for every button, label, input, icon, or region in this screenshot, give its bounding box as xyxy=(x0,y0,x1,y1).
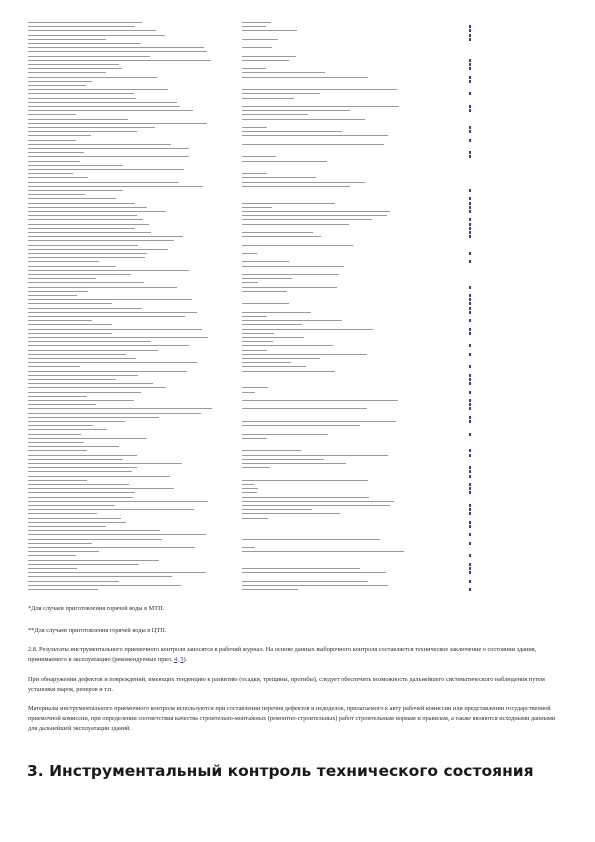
table-row xyxy=(28,152,468,153)
table-row xyxy=(28,366,468,367)
footnote-ctp: **Для случаев приготовления горячей воды в ЦТП. xyxy=(28,627,167,634)
table-row xyxy=(28,429,468,430)
table-row xyxy=(28,114,468,115)
table-row xyxy=(28,165,468,166)
table-row xyxy=(28,442,468,443)
table-row xyxy=(28,581,468,582)
table-row xyxy=(28,371,468,372)
table-row xyxy=(28,274,468,275)
table-row xyxy=(28,144,468,145)
paragraph-2-8-text: 2.8. Результаты инструментального приемочного контроля заносятся в рабочий журнал. На основе данных выборочного контроля составляется техническое заключение о состоянии здания, принимаемого в эксплуатацию (рекомендуемые прил. xyxy=(28,646,537,664)
table-row xyxy=(28,350,468,351)
table-row xyxy=(28,417,468,418)
table-row xyxy=(28,329,468,330)
table-row xyxy=(28,455,468,456)
table-row xyxy=(28,320,468,321)
table-row xyxy=(28,564,468,565)
table-row xyxy=(28,408,468,409)
table-row xyxy=(28,555,468,556)
table-row xyxy=(28,572,468,573)
table-row xyxy=(28,182,468,183)
table-row xyxy=(28,547,468,548)
table-row xyxy=(28,98,468,99)
table-row xyxy=(28,509,468,510)
table-row xyxy=(28,135,468,136)
table-row xyxy=(28,354,468,355)
table-row xyxy=(28,161,468,162)
table-row xyxy=(28,287,468,288)
table-row xyxy=(28,30,468,31)
table-row xyxy=(28,190,468,191)
table-row xyxy=(28,72,468,73)
table-row xyxy=(28,396,468,397)
table-row xyxy=(28,434,468,435)
paragraph-2-8 xyxy=(28,645,564,665)
table-row xyxy=(28,446,468,447)
table-row xyxy=(28,421,468,422)
table-row xyxy=(28,316,468,317)
table-row xyxy=(28,123,468,124)
table-row xyxy=(28,93,468,94)
table-row xyxy=(28,392,468,393)
table-row xyxy=(28,501,468,502)
table-row xyxy=(28,257,468,258)
table-row xyxy=(28,497,468,498)
table-row xyxy=(28,383,468,384)
table-row xyxy=(28,26,468,27)
section-heading: 3. Инструментальный контроль технического состояния xyxy=(27,762,534,780)
paragraph-defects: При обнаружении дефектов и повреждений, имеющих тенденцию к развитию (осадки, трещины, прогибы), следует обеспечить возможность дальнейшего систематического наблюдения путем установки марок, реперов и т.п. xyxy=(28,676,545,694)
table-row xyxy=(28,526,468,527)
table-row xyxy=(28,375,468,376)
table-row xyxy=(28,85,468,86)
table-row xyxy=(28,110,468,111)
table-row xyxy=(28,413,468,414)
table-row xyxy=(28,232,468,233)
table-row xyxy=(28,270,468,271)
table-row xyxy=(28,89,468,90)
table-row xyxy=(28,387,468,388)
table-row xyxy=(28,467,468,468)
table-row xyxy=(28,77,468,78)
table-row xyxy=(28,22,468,23)
table-row xyxy=(28,585,468,586)
table-row xyxy=(28,35,468,36)
table-row xyxy=(28,291,468,292)
table-row xyxy=(28,341,468,342)
table-row xyxy=(28,539,468,540)
table-row xyxy=(28,211,468,212)
table-row xyxy=(28,194,468,195)
table-row xyxy=(28,119,468,120)
table-row xyxy=(28,471,468,472)
table-row xyxy=(28,463,468,464)
table-row xyxy=(28,207,468,208)
table-row xyxy=(28,43,468,44)
table-row xyxy=(28,140,468,141)
table-row xyxy=(28,253,468,254)
table-row xyxy=(28,198,468,199)
table-row xyxy=(28,379,468,380)
table-row xyxy=(28,295,468,296)
table-row xyxy=(28,219,468,220)
table-row xyxy=(28,173,468,174)
table-row xyxy=(28,362,468,363)
table-row xyxy=(28,261,468,262)
table-row xyxy=(28,308,468,309)
table-row xyxy=(28,450,468,451)
table-row xyxy=(28,39,468,40)
table-row xyxy=(28,60,468,61)
table-row xyxy=(28,513,468,514)
table-row xyxy=(28,131,468,132)
table-row xyxy=(28,522,468,523)
table-row xyxy=(28,215,468,216)
table-row xyxy=(28,589,468,590)
paragraph-2-8-separator: , xyxy=(177,656,181,664)
table-row xyxy=(28,106,468,107)
paragraph-materials: Материалы инструментального приемочного контроля используются при составлении перечня дефектов и недоделок, прилагаемого к акту рабочей комиссии или представлении государственной приемочной комиссии, при определении соответствия качества строительно-монтажных (ремонтно-строительных) работ строительным нормам и правилам, а также являются исходными данными для дальнейшей эксплуатации зданий. xyxy=(28,705,556,733)
table-row xyxy=(28,568,468,569)
table-row xyxy=(28,148,468,149)
paragraph-2-8-end: ). xyxy=(183,656,188,664)
table-row xyxy=(28,245,468,246)
table-row xyxy=(28,576,468,577)
table-row xyxy=(28,480,468,481)
table-row xyxy=(28,177,468,178)
table-row xyxy=(28,236,468,237)
table-row xyxy=(28,534,468,535)
table-row xyxy=(28,312,468,313)
table-row xyxy=(28,203,468,204)
table-row xyxy=(28,425,468,426)
table-row xyxy=(28,56,468,57)
table-row xyxy=(28,64,468,65)
table-row xyxy=(28,249,468,250)
table-row xyxy=(28,266,468,267)
table-row xyxy=(28,169,468,170)
table-row xyxy=(28,228,468,229)
table-row xyxy=(28,345,468,346)
table-row xyxy=(28,551,468,552)
table-row xyxy=(28,324,468,325)
appendix-4-link[interactable]: 4 xyxy=(174,656,178,664)
table-row xyxy=(28,303,468,304)
table-row xyxy=(28,156,468,157)
table-row xyxy=(28,358,468,359)
table-row xyxy=(28,47,468,48)
table-row xyxy=(28,282,468,283)
table-row xyxy=(28,518,468,519)
table-row xyxy=(28,68,468,69)
table-row xyxy=(28,224,468,225)
table-row xyxy=(28,438,468,439)
footnote-mtp: *Для случаев приготовления горячей воды в МТП. xyxy=(28,605,165,612)
table-row xyxy=(28,333,468,334)
table-row xyxy=(28,102,468,103)
table-row xyxy=(28,484,468,485)
appendix-5-link[interactable]: 5 xyxy=(180,656,184,664)
table-row xyxy=(28,51,468,52)
table-row xyxy=(28,459,468,460)
table-row xyxy=(28,299,468,300)
table-row xyxy=(28,400,468,401)
table-row xyxy=(28,543,468,544)
table-row xyxy=(28,404,468,405)
table-row xyxy=(28,337,468,338)
table-row xyxy=(28,492,468,493)
table-row xyxy=(28,186,468,187)
table-row xyxy=(28,505,468,506)
table-row xyxy=(28,488,468,489)
table-row xyxy=(28,240,468,241)
table-row xyxy=(28,278,468,279)
table-row xyxy=(28,476,468,477)
table-row xyxy=(28,81,468,82)
table-row xyxy=(28,127,468,128)
table-row xyxy=(28,530,468,531)
table-row xyxy=(28,560,468,561)
